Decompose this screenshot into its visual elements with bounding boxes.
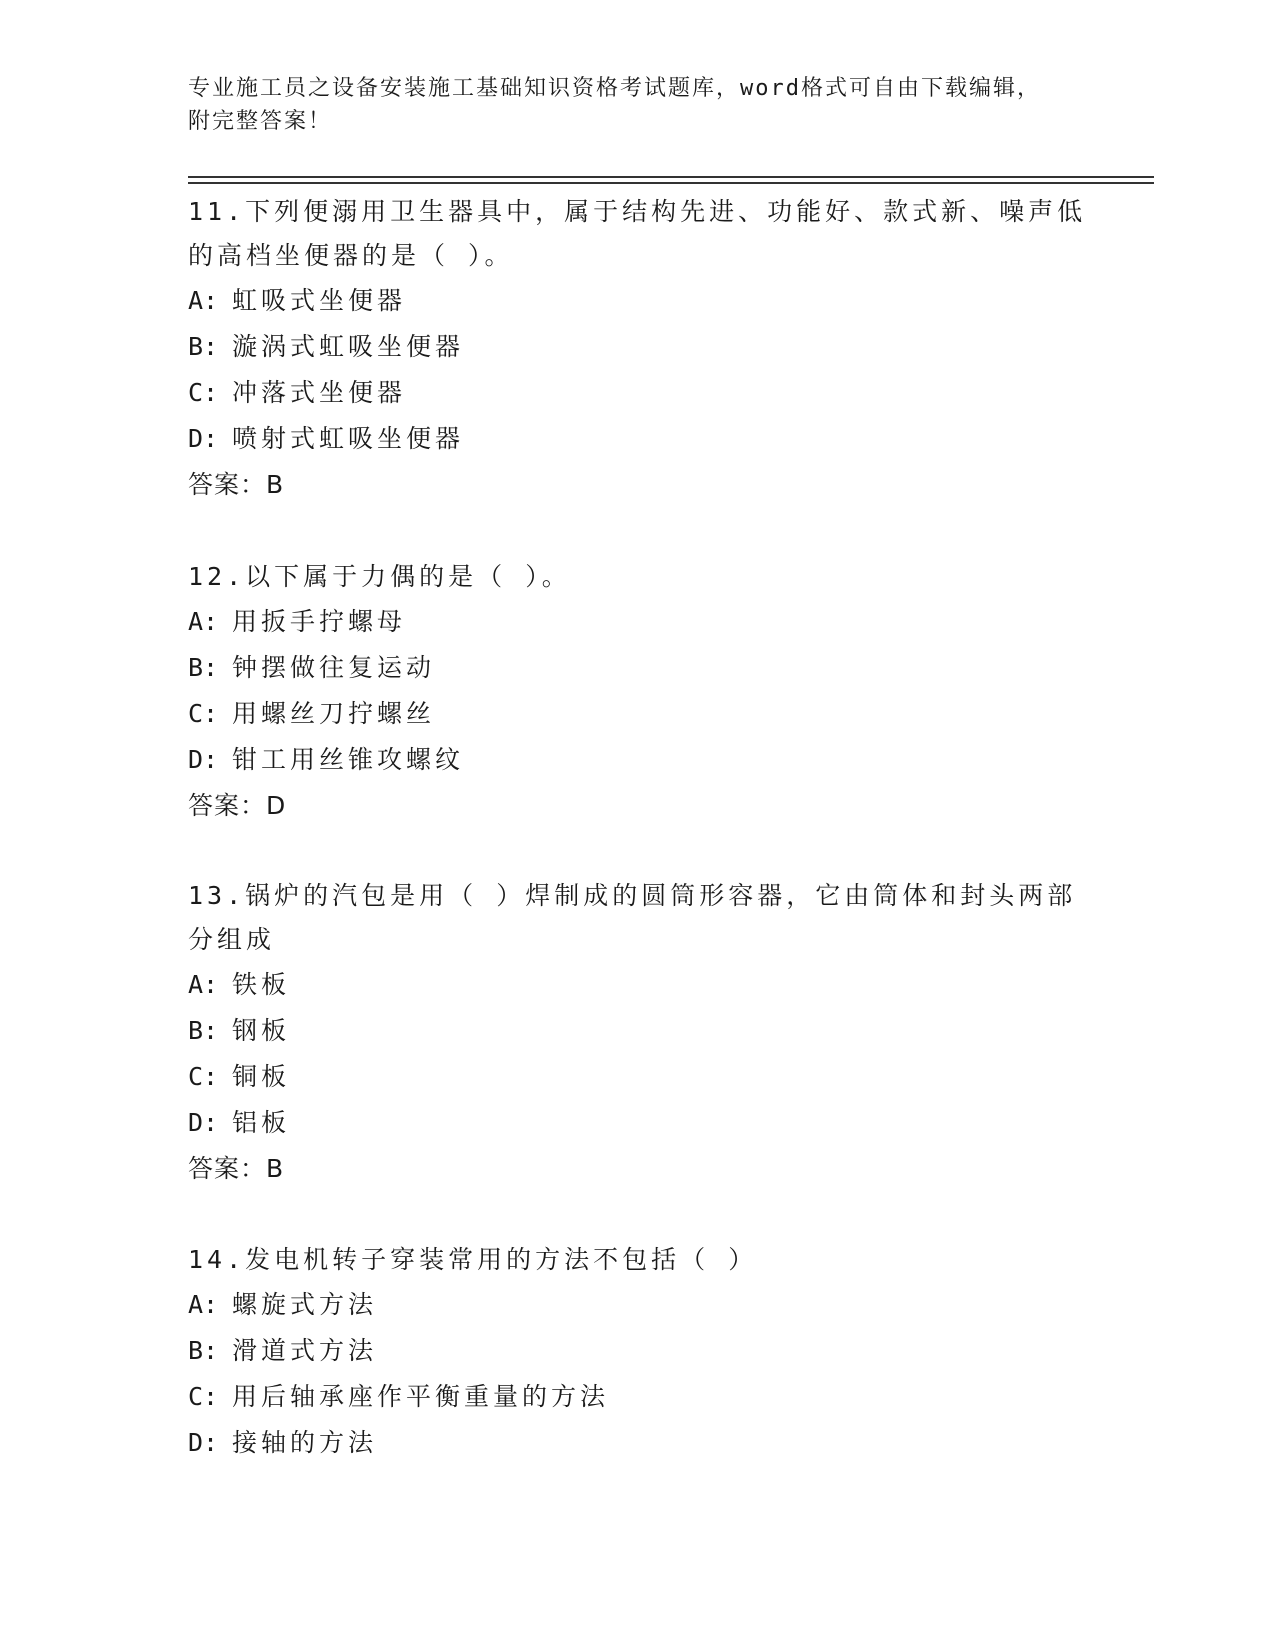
option-c: [188, 370, 1088, 416]
option-d: [188, 1100, 1088, 1146]
option-text: 铜板: [232, 1062, 291, 1091]
option-letter: D:: [188, 745, 219, 774]
option-b: [188, 1008, 1088, 1054]
header-divider-bottom: [188, 182, 1154, 184]
option-a: [188, 599, 1088, 645]
option-text: 接轴的方法: [232, 1428, 378, 1457]
answer-text: 答案：B: [188, 470, 285, 499]
option-letter: B:: [188, 653, 219, 682]
option-text: 虹吸式坐便器: [232, 286, 407, 315]
answer-text: 答案：D: [188, 791, 287, 820]
option-b: [188, 645, 1088, 691]
option-letter: C:: [188, 1062, 219, 1091]
question-stem-line-1: 14.发电机转子穿装常用的方法不包括（ ）: [188, 1245, 758, 1274]
option-letter: B:: [188, 332, 219, 361]
option-letter: B:: [188, 1016, 219, 1045]
option-text: 滑道式方法: [232, 1336, 378, 1365]
option-letter: D:: [188, 1428, 219, 1457]
question-stem-line-2: 的高档坐便器的是（ ）。: [188, 241, 514, 270]
option-text: 漩涡式虹吸坐便器: [232, 332, 465, 361]
question-11: [188, 190, 1088, 508]
option-text: 钟摆做往复运动: [232, 653, 436, 682]
answer-text: 答案：B: [188, 1154, 285, 1183]
option-letter: C:: [188, 699, 219, 728]
option-d: [188, 1420, 1088, 1466]
header-line-2: 附完整答案！: [188, 109, 333, 134]
question-stem-line-1: 12.以下属于力偶的是（ ）。: [188, 562, 571, 591]
option-text: 铝板: [232, 1108, 291, 1137]
option-text: 用扳手拧螺母: [232, 607, 407, 636]
option-text: 钳工用丝锥攻螺纹: [232, 745, 465, 774]
option-letter: C:: [188, 378, 219, 407]
question-12: [188, 555, 1088, 829]
header-line-1: 专业施工员之设备安装施工基础知识资格考试题库，word格式可自由下载编辑，: [188, 76, 1041, 101]
question-stem-line-1: 13.锅炉的汽包是用（ ）焊制成的圆筒形容器，它由筒体和封头两部: [188, 881, 1077, 910]
option-letter: B:: [188, 1336, 219, 1365]
option-letter: A:: [188, 1290, 219, 1319]
option-c: [188, 1374, 1088, 1420]
option-b: [188, 324, 1088, 370]
document-header: [188, 72, 1088, 138]
option-d: [188, 416, 1088, 462]
option-text: 钢板: [232, 1016, 291, 1045]
option-c: [188, 691, 1088, 737]
option-letter: D:: [188, 424, 219, 453]
option-b: [188, 1328, 1088, 1374]
option-text: 用螺丝刀拧螺丝: [232, 699, 436, 728]
option-letter: A:: [188, 286, 219, 315]
header-divider-top: [188, 176, 1154, 178]
question-14: [188, 1238, 1088, 1466]
option-d: [188, 737, 1088, 783]
option-letter: A:: [188, 607, 219, 636]
option-a: [188, 1282, 1088, 1328]
option-text: 螺旋式方法: [232, 1290, 378, 1319]
option-text: 用后轴承座作平衡重量的方法: [232, 1382, 610, 1411]
question-stem-line-1: 11.下列便溺用卫生器具中，属于结构先进、功能好、款式新、噪声低: [188, 197, 1087, 226]
question-13: [188, 874, 1088, 1192]
option-letter: D:: [188, 1108, 219, 1137]
option-text: 喷射式虹吸坐便器: [232, 424, 465, 453]
option-text: 冲落式坐便器: [232, 378, 407, 407]
option-letter: A:: [188, 970, 219, 999]
question-stem-line-2: 分组成: [188, 925, 276, 954]
option-c: [188, 1054, 1088, 1100]
option-letter: C:: [188, 1382, 219, 1411]
option-a: [188, 278, 1088, 324]
option-a: [188, 962, 1088, 1008]
option-text: 铁板: [232, 970, 291, 999]
